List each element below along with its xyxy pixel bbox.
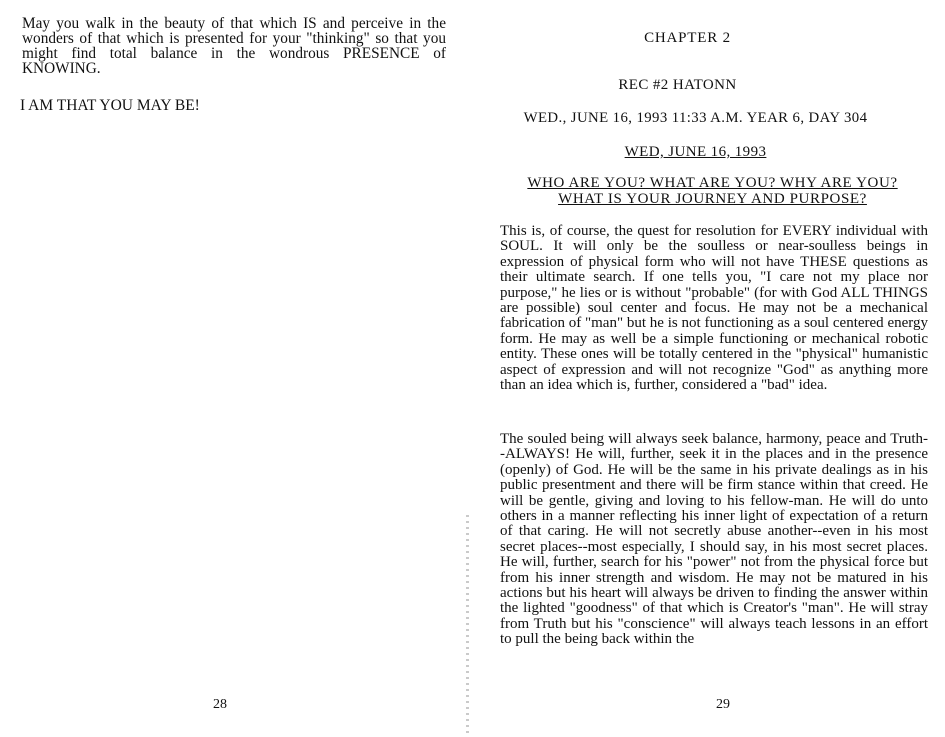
book-spine-shadow xyxy=(466,515,469,737)
page-number-left: 28 xyxy=(213,697,227,712)
underlined-date: WED, JUNE 16, 1993 xyxy=(624,144,767,160)
body-paragraph-1: This is, of course, the quest for resolution for EVERY individual with SOUL. It will only be the soulless or near-soulless beings in expression of physical form who will not have THESE questions as their ultimate search. If one tells you, "I care not my place nor purpose," he lies or is without "probable" (for with God ALL THINGS are possible) soul center and focus. He may not be a mechanical fabrication of "man" but he is not functioning as a soul centered energy form. He may as well be a simple functioning or mechanical robotic entity. These ones will be totally centered in the "physical" humanistic aspect of expression and will not recognize "God" as anything more than an idea which is, further, considered a "bad" idea. xyxy=(500,223,928,394)
chapter-heading: CHAPTER 2 xyxy=(644,30,731,46)
right-page xyxy=(470,0,945,737)
page-number-right: 29 xyxy=(716,697,730,712)
recording-line: REC #2 HATONN xyxy=(618,77,737,93)
left-page-paragraph: May you walk in the beauty of that which IS and perceive in the wonders of that which is presented for your "thinking" so that you might find total balance in the wondrous PRESENCE of KNOWING. xyxy=(22,15,446,77)
date-time-line: WED., JUNE 16, 1993 11:33 A.M. YEAR 6, DAY 304 xyxy=(523,110,868,126)
left-page-closing-line: I AM THAT YOU MAY BE! xyxy=(20,97,200,114)
questions-heading: WHO ARE YOU? WHAT ARE YOU? WHY ARE YOU? WHAT IS YOUR JOURNEY AND PURPOSE? xyxy=(527,175,898,207)
left-page xyxy=(0,0,465,737)
body-paragraph-2: The souled being will always seek balance, harmony, peace and Truth--ALWAYS! He will, further, seek it in the places and in the presence (openly) of God. He will be the same in his private dealings as in his public presentment and there will be firm stance within that creed. He will be gentle, giving and loving to his fellow-man. He will do unto others in a manner reflecting his inner light of expectation of a return of that caring. He will not secretly abuse another--even in his most secret places--most especially, I should say, in his most secret places. He will, further, search for his "power" not from the physical force but from his inner strength and wisdom. He may not be matured in his actions but his heart will always be driven to finding the answer within the lighted "goodness" of that which is Creator's "man". He will stray from Truth but his "conscience" will always teach lessons in an effort to pull the being back within the xyxy=(500,431,928,648)
